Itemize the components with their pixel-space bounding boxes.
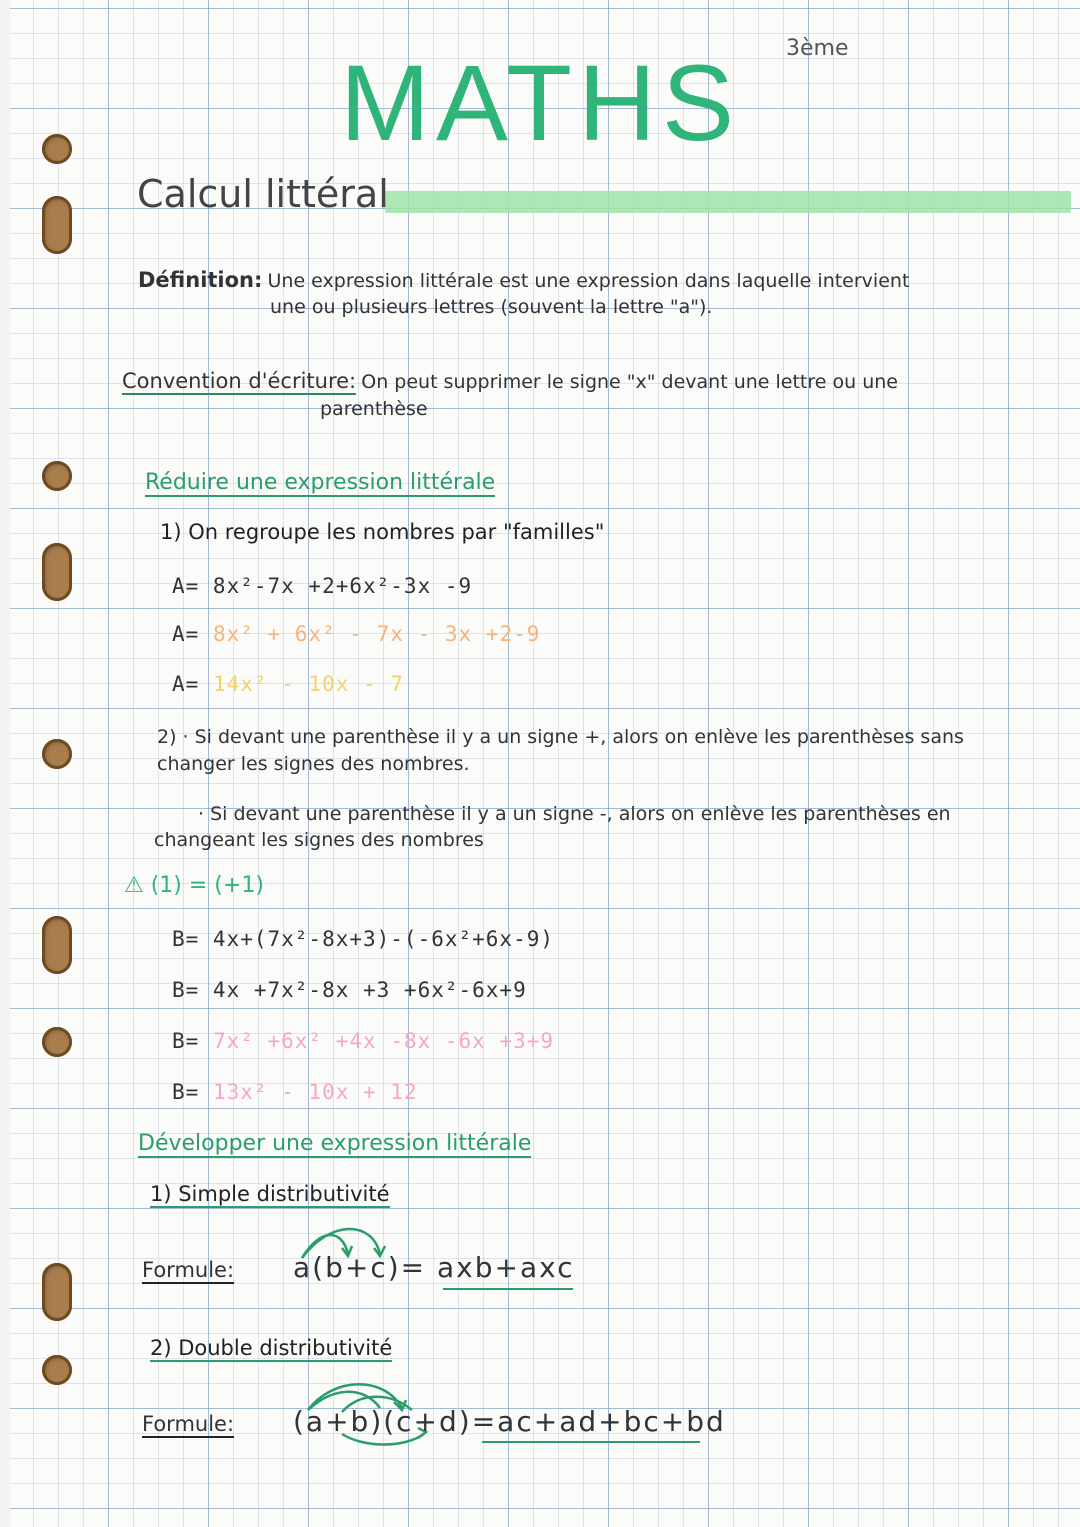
convention-line1: On peut supprimer le signe "x" devant une lettre ou une xyxy=(361,371,898,393)
convention-line2: parenthèse xyxy=(320,398,428,420)
warning-note: ⚠ (1) = (+1) xyxy=(124,873,264,898)
binder-hole xyxy=(42,1263,72,1321)
develop-double-heading: 2) Double distributivité xyxy=(150,1336,393,1360)
binder-hole xyxy=(42,543,72,601)
reduce-step2-line2: changer les signes des nombres. xyxy=(157,753,470,775)
equation-b2: B= 4x +7x²-8x +3 +6x²-6x+9 xyxy=(172,978,527,1002)
reduce-step2b-line2: changeant les signes des nombres xyxy=(154,829,484,851)
convention-label: Convention d'écriture: xyxy=(122,369,357,393)
binder-hole xyxy=(42,1027,72,1057)
binder-hole xyxy=(42,461,72,491)
equation-a2-terms: 8x² + 6x² - 7x - 3x +2-9 xyxy=(212,622,541,646)
reduce-step1: 1) On regroupe les nombres par "familles" xyxy=(160,520,605,544)
equation-a2 xyxy=(172,622,540,646)
equation-a2-prefix: A= xyxy=(172,622,200,646)
equation-b3 xyxy=(172,1029,554,1053)
page-margin xyxy=(0,0,10,1527)
binder-hole xyxy=(42,916,72,974)
binder-hole xyxy=(42,1355,72,1385)
formula-label-double: Formule: xyxy=(142,1412,235,1436)
binder-hole xyxy=(42,196,72,254)
equation-b1: B= 4x+(7x²-8x+3)-(-6x²+6x-9) xyxy=(172,927,555,951)
equation-b3-terms: 7x² +6x² +4x -8x -6x +3+9 xyxy=(212,1029,555,1053)
formula-simple: a(b+c)= axb+axc xyxy=(293,1251,575,1284)
chapter-title: Calcul littéral xyxy=(137,172,389,216)
equation-b4-prefix: B= xyxy=(172,1080,200,1104)
formula-double-underline xyxy=(482,1441,700,1443)
definition-label: Définition: xyxy=(138,268,263,292)
formula-double: (a+b)(c+d)=ac+ad+bc+bd xyxy=(293,1405,726,1438)
reduce-step2b-line1: · Si devant une parenthèse il y a un signe -, alors on enlève les parenthèses en xyxy=(198,803,951,825)
equation-a1: A= 8x²-7x +2+6x²-3x -9 xyxy=(172,574,473,598)
develop-simple-heading: 1) Simple distributivité xyxy=(150,1182,390,1206)
reduce-step2-line1: 2) · Si devant une parenthèse il y a un signe +, alors on enlève les parenthèses sans xyxy=(157,726,964,748)
formula-simple-underline xyxy=(443,1288,573,1290)
formula-label-simple: Formule: xyxy=(142,1258,235,1282)
equation-b4-terms: 13x² - 10x + 12 xyxy=(212,1080,418,1104)
definition-line1: Une expression littérale est une expression dans laquelle intervient xyxy=(267,270,910,292)
grade-label: 3ème xyxy=(786,36,849,61)
binder-hole xyxy=(42,134,72,164)
binder-hole xyxy=(42,739,72,769)
equation-a3-terms: 14x² - 10x - 7 xyxy=(212,672,404,696)
equation-a3-prefix: A= xyxy=(172,672,200,696)
definition-line2: une ou plusieurs lettres (souvent la lettre "a"). xyxy=(270,296,713,318)
equation-b3-prefix: B= xyxy=(172,1029,200,1053)
chapter-highlight xyxy=(385,191,1071,213)
definition-block xyxy=(138,268,909,292)
section-heading-reduce: Réduire une expression littérale xyxy=(145,470,496,495)
equation-a3 xyxy=(172,672,404,696)
convention-block xyxy=(122,369,898,393)
equation-b4 xyxy=(172,1080,418,1104)
section-heading-develop: Développer une expression littérale xyxy=(138,1131,532,1156)
page-title: MATHS xyxy=(340,42,740,163)
